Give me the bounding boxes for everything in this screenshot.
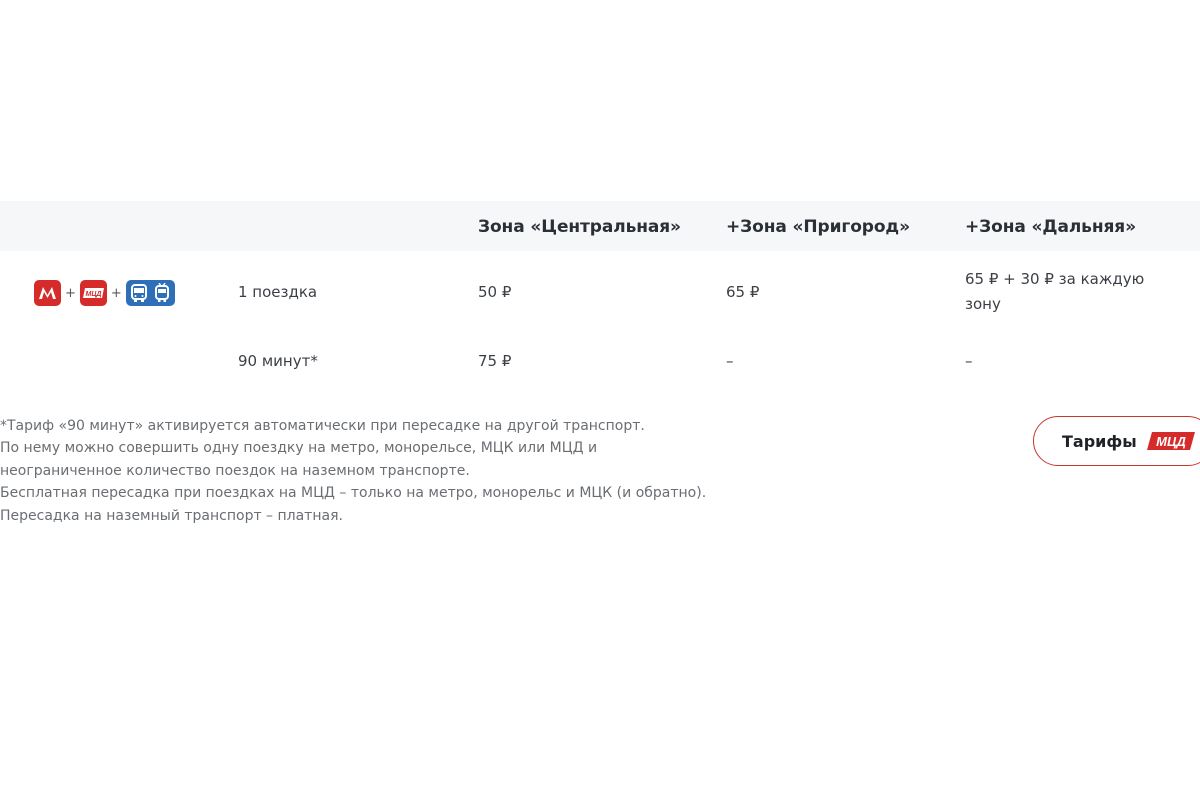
ground-transport-icon bbox=[126, 280, 175, 306]
tariffs-button-label: Тарифы bbox=[1062, 431, 1137, 451]
mcd-tariffs-button[interactable] bbox=[1033, 416, 1200, 466]
price-far-90: – bbox=[965, 352, 973, 370]
header-zone-suburb: +Зона «Пригород» bbox=[726, 217, 910, 237]
price-suburb-90: – bbox=[726, 352, 734, 370]
price-far-single: 65 ₽ + 30 ₽ за каждую зону bbox=[965, 270, 1145, 313]
header-zone-central: Зона «Центральная» bbox=[478, 217, 681, 237]
mcd-icon bbox=[80, 280, 107, 306]
mcd-logo-icon bbox=[1147, 432, 1195, 450]
row-label-single-trip: 1 поездка bbox=[238, 283, 318, 301]
price-suburb-single: 65 ₽ bbox=[726, 283, 760, 301]
table-header bbox=[0, 201, 1200, 251]
plus-sign: + bbox=[65, 286, 76, 301]
mcd-badge-text: МЦД bbox=[1155, 434, 1186, 449]
transport-icons bbox=[34, 279, 175, 306]
bus-icon bbox=[129, 283, 149, 303]
metro-icon bbox=[34, 280, 61, 306]
price-central-90: 75 ₽ bbox=[478, 352, 512, 370]
plus-sign: + bbox=[110, 286, 122, 301]
footnote-line: По нему можно совершить одну поездку на метро, монорельсе, МЦК или МЦД и bbox=[0, 440, 598, 457]
footnote-line: Пересадка на наземный транспорт – платная. bbox=[0, 507, 343, 524]
price-central-single: 50 ₽ bbox=[478, 283, 512, 301]
footnote-line: *Тариф «90 минут» активируется автоматически при пересадке на другой транспорт. bbox=[0, 418, 645, 434]
row-label-90-minutes: 90 минут* bbox=[238, 352, 318, 370]
mcd-icon-letters: МЦД bbox=[85, 290, 102, 298]
trolleybus-icon bbox=[152, 283, 172, 303]
header-zone-far: +Зона «Дальняя» bbox=[965, 217, 1136, 237]
footnote-line: Бесплатная пересадка при поездках на МЦД – только на метро, монорельс и МЦК (и обратно). bbox=[0, 485, 707, 502]
footnote-line: неограниченное количество поездок на наземном транспорте. bbox=[0, 462, 470, 479]
footnotes bbox=[0, 415, 707, 527]
